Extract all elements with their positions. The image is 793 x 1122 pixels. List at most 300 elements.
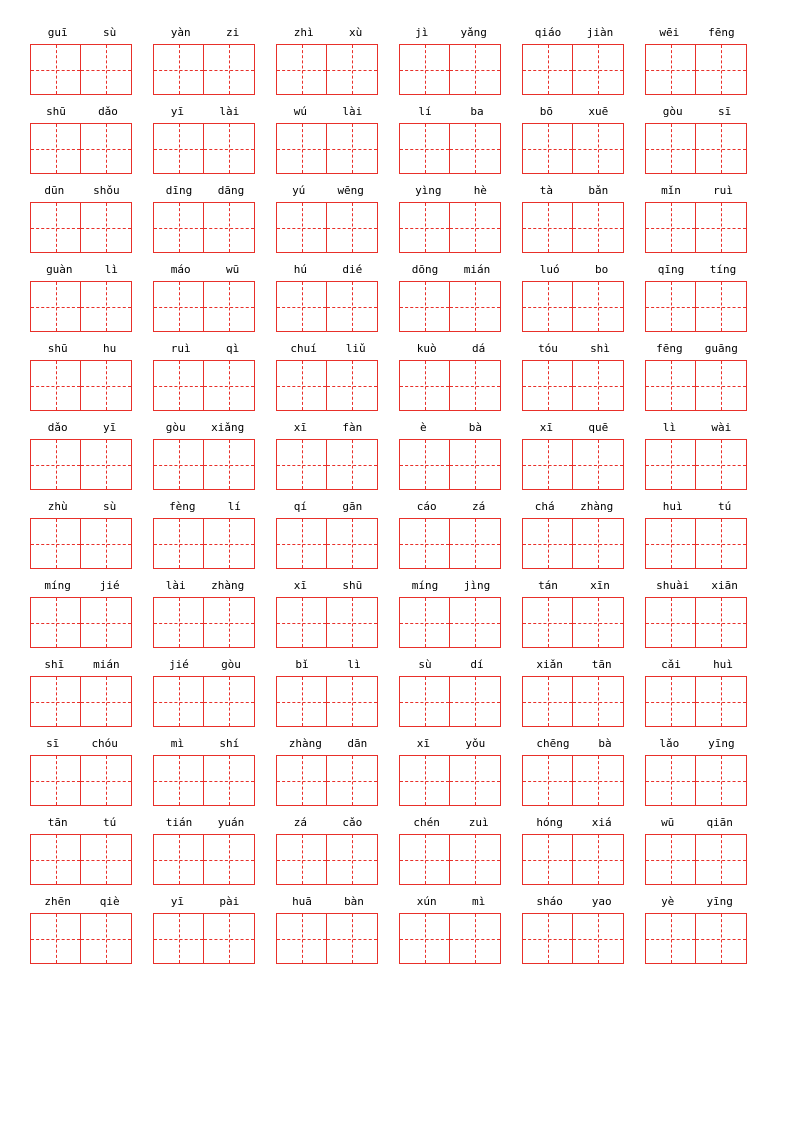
pinyin-syllable: ruì <box>713 184 733 197</box>
tianzige-box[interactable] <box>450 597 501 648</box>
tianzige-box[interactable] <box>81 360 132 411</box>
tianzige-box[interactable] <box>327 755 378 806</box>
tianzige-box[interactable] <box>276 360 327 411</box>
pinyin-syllable: sháo <box>536 895 563 908</box>
pinyin-syllable: guàn <box>46 263 73 276</box>
pinyin-syllable: shí <box>219 737 240 750</box>
pinyin-syllable: zuì <box>468 816 489 829</box>
pinyin-syllable: shì <box>590 342 610 355</box>
tianzige-box[interactable] <box>327 913 378 964</box>
pinyin-syllable: zá <box>472 500 486 513</box>
tianzige-box[interactable] <box>81 676 132 727</box>
pinyin-syllable: lí <box>418 105 432 118</box>
pinyin-label <box>522 737 626 751</box>
word-group <box>522 737 629 806</box>
tianzige-box[interactable] <box>204 360 255 411</box>
word-group <box>522 816 629 885</box>
pinyin-syllable: jì <box>415 26 429 39</box>
tianzige-box[interactable] <box>573 202 624 253</box>
word-group <box>399 579 506 648</box>
guide-horizontal-line <box>277 623 326 624</box>
tianzige-box[interactable] <box>153 360 204 411</box>
guide-horizontal-line <box>81 149 131 150</box>
character-boxes <box>645 44 747 95</box>
tianzige-box[interactable] <box>204 676 255 727</box>
tianzige-box[interactable] <box>696 202 747 253</box>
pinyin-syllable: qīng <box>657 263 685 276</box>
character-boxes <box>645 676 747 727</box>
character-boxes <box>276 439 378 490</box>
guide-horizontal-line <box>204 781 254 782</box>
tianzige-box[interactable] <box>399 44 450 95</box>
tianzige-box[interactable] <box>153 44 204 95</box>
guide-horizontal-line <box>327 386 377 387</box>
pinyin-label <box>522 579 626 593</box>
word-group <box>522 263 629 332</box>
guide-horizontal-line <box>450 860 500 861</box>
tianzige-box[interactable] <box>276 676 327 727</box>
pinyin-syllable: yìng <box>415 184 442 197</box>
word-group <box>645 263 752 332</box>
pinyin-syllable: gān <box>342 500 363 513</box>
word-group <box>153 737 260 806</box>
tianzige-box[interactable] <box>573 755 624 806</box>
tianzige-box[interactable] <box>696 676 747 727</box>
guide-horizontal-line <box>204 307 254 308</box>
tianzige-box[interactable] <box>30 518 81 569</box>
tianzige-box[interactable] <box>30 834 81 885</box>
tianzige-box[interactable] <box>696 360 747 411</box>
tianzige-box[interactable] <box>276 44 327 95</box>
tianzige-box[interactable] <box>204 123 255 174</box>
tianzige-box[interactable] <box>399 755 450 806</box>
pinyin-label <box>522 421 626 435</box>
tianzige-box[interactable] <box>450 834 501 885</box>
guide-horizontal-line <box>573 781 623 782</box>
guide-horizontal-line <box>31 939 80 940</box>
tianzige-box[interactable] <box>81 834 132 885</box>
guide-horizontal-line <box>646 70 695 71</box>
tianzige-box[interactable] <box>645 202 696 253</box>
tianzige-box[interactable] <box>573 281 624 332</box>
guide-horizontal-line <box>646 544 695 545</box>
tianzige-box[interactable] <box>645 755 696 806</box>
pinyin-syllable: sù <box>103 26 117 39</box>
character-boxes <box>645 518 747 569</box>
tianzige-box[interactable] <box>327 518 378 569</box>
tianzige-box[interactable] <box>153 755 204 806</box>
guide-horizontal-line <box>696 702 746 703</box>
tianzige-box[interactable] <box>30 676 81 727</box>
character-boxes <box>399 834 501 885</box>
character-boxes <box>399 360 501 411</box>
tianzige-box[interactable] <box>276 123 327 174</box>
tianzige-box[interactable] <box>327 360 378 411</box>
tianzige-box[interactable] <box>522 281 573 332</box>
pinyin-syllable: míng <box>411 579 439 592</box>
pinyin-syllable: dǎo <box>47 421 68 434</box>
pinyin-syllable: shū <box>342 579 363 592</box>
guide-horizontal-line <box>277 307 326 308</box>
tianzige-box[interactable] <box>399 202 450 253</box>
tianzige-box[interactable] <box>399 360 450 411</box>
tianzige-box[interactable] <box>276 439 327 490</box>
pinyin-syllable: yao <box>591 895 612 908</box>
tianzige-box[interactable] <box>696 755 747 806</box>
tianzige-box[interactable] <box>327 834 378 885</box>
word-group <box>30 737 137 806</box>
guide-horizontal-line <box>154 70 203 71</box>
pinyin-syllable: shū <box>46 105 66 118</box>
tianzige-box[interactable] <box>450 913 501 964</box>
guide-horizontal-line <box>523 228 572 229</box>
tianzige-box[interactable] <box>153 123 204 174</box>
tianzige-box[interactable] <box>522 597 573 648</box>
tianzige-box[interactable] <box>522 202 573 253</box>
guide-horizontal-line <box>696 149 746 150</box>
tianzige-box[interactable] <box>522 676 573 727</box>
pinyin-label <box>645 895 749 909</box>
tianzige-box[interactable] <box>153 202 204 253</box>
pinyin-syllable: bǎn <box>588 184 609 197</box>
tianzige-box[interactable] <box>450 281 501 332</box>
tianzige-box[interactable] <box>30 439 81 490</box>
tianzige-box[interactable] <box>30 202 81 253</box>
tianzige-box[interactable] <box>327 44 378 95</box>
character-boxes <box>522 44 624 95</box>
pinyin-syllable: jìng <box>463 579 491 592</box>
guide-horizontal-line <box>154 465 203 466</box>
pinyin-label <box>153 816 257 830</box>
guide-horizontal-line <box>523 544 572 545</box>
word-group <box>645 342 752 411</box>
tianzige-box[interactable] <box>399 123 450 174</box>
pinyin-label <box>276 105 380 119</box>
tianzige-box[interactable] <box>204 439 255 490</box>
tianzige-box[interactable] <box>450 360 501 411</box>
worksheet-row <box>30 421 763 490</box>
tianzige-box[interactable] <box>276 913 327 964</box>
guide-horizontal-line <box>154 860 203 861</box>
guide-horizontal-line <box>204 149 254 150</box>
tianzige-box[interactable] <box>645 518 696 569</box>
word-group <box>153 816 260 885</box>
tianzige-box[interactable] <box>645 913 696 964</box>
pinyin-syllable: zhàng <box>288 737 322 750</box>
tianzige-box[interactable] <box>30 913 81 964</box>
word-group <box>153 579 260 648</box>
guide-horizontal-line <box>573 544 623 545</box>
tianzige-box[interactable] <box>399 518 450 569</box>
tianzige-box[interactable] <box>573 913 624 964</box>
tianzige-box[interactable] <box>573 360 624 411</box>
character-boxes <box>30 913 132 964</box>
tianzige-box[interactable] <box>276 281 327 332</box>
pinyin-syllable: fēng <box>708 26 735 39</box>
pinyin-syllable: tú <box>103 816 117 829</box>
pinyin-syllable: bà <box>598 737 612 750</box>
pinyin-syllable: hu <box>103 342 117 355</box>
character-boxes <box>522 439 624 490</box>
guide-horizontal-line <box>277 939 326 940</box>
pinyin-syllable: tíng <box>709 263 737 276</box>
tianzige-box[interactable] <box>696 913 747 964</box>
tianzige-box[interactable] <box>645 834 696 885</box>
character-boxes <box>522 597 624 648</box>
tianzige-box[interactable] <box>81 202 132 253</box>
tianzige-box[interactable] <box>153 913 204 964</box>
pinyin-label <box>399 500 503 514</box>
pinyin-label <box>645 737 749 751</box>
worksheet-row <box>30 579 763 648</box>
tianzige-box[interactable] <box>645 123 696 174</box>
pinyin-label <box>276 342 380 356</box>
pinyin-label <box>276 184 380 198</box>
pinyin-syllable: sī <box>46 737 60 750</box>
tianzige-box[interactable] <box>645 360 696 411</box>
tianzige-box[interactable] <box>204 281 255 332</box>
tianzige-box[interactable] <box>522 360 573 411</box>
tianzige-box[interactable] <box>450 202 501 253</box>
tianzige-box[interactable] <box>522 834 573 885</box>
word-group <box>399 184 506 253</box>
tianzige-box[interactable] <box>399 597 450 648</box>
pinyin-syllable: wú <box>293 105 307 118</box>
character-boxes <box>276 518 378 569</box>
tianzige-box[interactable] <box>30 123 81 174</box>
tianzige-box[interactable] <box>573 834 624 885</box>
tianzige-box[interactable] <box>204 202 255 253</box>
tianzige-box[interactable] <box>450 518 501 569</box>
pinyin-syllable: cǎo <box>342 816 363 829</box>
pinyin-syllable: lì <box>347 658 361 671</box>
tianzige-box[interactable] <box>522 439 573 490</box>
tianzige-box[interactable] <box>399 676 450 727</box>
guide-horizontal-line <box>81 386 131 387</box>
character-boxes <box>645 281 747 332</box>
guide-horizontal-line <box>523 939 572 940</box>
tianzige-box[interactable] <box>399 913 450 964</box>
tianzige-box[interactable] <box>81 44 132 95</box>
tianzige-box[interactable] <box>522 44 573 95</box>
tianzige-box[interactable] <box>573 676 624 727</box>
pinyin-syllable: jiàn <box>586 26 614 39</box>
word-group <box>645 421 752 490</box>
guide-horizontal-line <box>327 70 377 71</box>
word-group <box>645 658 752 727</box>
tianzige-box[interactable] <box>522 755 573 806</box>
guide-horizontal-line <box>400 939 449 940</box>
pinyin-syllable: chuí <box>290 342 317 355</box>
tianzige-box[interactable] <box>153 518 204 569</box>
tianzige-box[interactable] <box>696 834 747 885</box>
tianzige-box[interactable] <box>204 913 255 964</box>
word-group <box>276 500 383 569</box>
tianzige-box[interactable] <box>81 439 132 490</box>
tianzige-box[interactable] <box>81 518 132 569</box>
tianzige-box[interactable] <box>399 834 450 885</box>
tianzige-box[interactable] <box>696 44 747 95</box>
pinyin-label <box>30 658 134 672</box>
tianzige-box[interactable] <box>696 597 747 648</box>
pinyin-label <box>153 658 257 672</box>
tianzige-box[interactable] <box>450 44 501 95</box>
tianzige-box[interactable] <box>399 281 450 332</box>
tianzige-box[interactable] <box>204 597 255 648</box>
tianzige-box[interactable] <box>327 123 378 174</box>
tianzige-box[interactable] <box>645 44 696 95</box>
pinyin-syllable: cǎi <box>661 658 681 671</box>
tianzige-box[interactable] <box>522 913 573 964</box>
word-group <box>522 26 629 95</box>
pinyin-syllable: yī <box>170 895 184 908</box>
guide-horizontal-line <box>523 149 572 150</box>
tianzige-box[interactable] <box>450 755 501 806</box>
pinyin-label <box>399 26 503 40</box>
tianzige-box[interactable] <box>450 123 501 174</box>
character-boxes <box>399 597 501 648</box>
worksheet-row <box>30 342 763 411</box>
word-group <box>153 263 260 332</box>
word-group <box>399 816 506 885</box>
tianzige-box[interactable] <box>522 518 573 569</box>
tianzige-box[interactable] <box>204 518 255 569</box>
tianzige-box[interactable] <box>204 755 255 806</box>
tianzige-box[interactable] <box>696 518 747 569</box>
word-group <box>153 184 260 253</box>
tianzige-box[interactable] <box>276 834 327 885</box>
pinyin-label <box>399 421 503 435</box>
pinyin-label <box>522 263 626 277</box>
character-boxes <box>153 518 255 569</box>
word-group <box>645 26 752 95</box>
guide-horizontal-line <box>31 781 80 782</box>
pinyin-label <box>645 816 749 830</box>
pinyin-label <box>30 342 134 356</box>
tianzige-box[interactable] <box>81 755 132 806</box>
tianzige-box[interactable] <box>450 439 501 490</box>
pinyin-syllable: xī <box>539 421 553 434</box>
tianzige-box[interactable] <box>81 597 132 648</box>
character-boxes <box>645 360 747 411</box>
character-boxes <box>153 755 255 806</box>
tianzige-box[interactable] <box>696 123 747 174</box>
tianzige-box[interactable] <box>696 439 747 490</box>
tianzige-box[interactable] <box>153 439 204 490</box>
character-boxes <box>399 913 501 964</box>
tianzige-box[interactable] <box>573 44 624 95</box>
tianzige-box[interactable] <box>81 913 132 964</box>
pinyin-syllable: quē <box>588 421 609 434</box>
tianzige-box[interactable] <box>153 676 204 727</box>
tianzige-box[interactable] <box>30 360 81 411</box>
pinyin-label <box>645 26 749 40</box>
tianzige-box[interactable] <box>645 676 696 727</box>
tianzige-box[interactable] <box>276 755 327 806</box>
tianzige-box[interactable] <box>81 123 132 174</box>
guide-horizontal-line <box>646 228 695 229</box>
pinyin-syllable: fàn <box>342 421 363 434</box>
tianzige-box[interactable] <box>204 834 255 885</box>
pinyin-syllable: guī <box>47 26 68 39</box>
tianzige-box[interactable] <box>645 439 696 490</box>
tianzige-box[interactable] <box>645 281 696 332</box>
pinyin-syllable: xiān <box>711 579 738 592</box>
pinyin-label <box>276 26 380 40</box>
character-boxes <box>153 44 255 95</box>
character-boxes <box>522 834 624 885</box>
character-boxes <box>276 676 378 727</box>
tianzige-box[interactable] <box>327 597 378 648</box>
character-boxes <box>153 913 255 964</box>
word-group <box>276 421 383 490</box>
tianzige-box[interactable] <box>30 281 81 332</box>
tianzige-box[interactable] <box>30 44 81 95</box>
guide-horizontal-line <box>450 702 500 703</box>
worksheet-row <box>30 500 763 569</box>
tianzige-box[interactable] <box>30 597 81 648</box>
tianzige-box[interactable] <box>204 44 255 95</box>
tianzige-box[interactable] <box>327 676 378 727</box>
tianzige-box[interactable] <box>276 597 327 648</box>
guide-horizontal-line <box>646 465 695 466</box>
tianzige-box[interactable] <box>573 439 624 490</box>
tianzige-box[interactable] <box>81 281 132 332</box>
tianzige-box[interactable] <box>573 518 624 569</box>
tianzige-box[interactable] <box>153 281 204 332</box>
word-group <box>399 26 506 95</box>
pinyin-syllable: yī <box>170 105 184 118</box>
guide-horizontal-line <box>31 149 80 150</box>
tianzige-box[interactable] <box>276 202 327 253</box>
tianzige-box[interactable] <box>696 281 747 332</box>
pinyin-syllable: bàn <box>344 895 364 908</box>
tianzige-box[interactable] <box>327 439 378 490</box>
tianzige-box[interactable] <box>327 281 378 332</box>
worksheet-row <box>30 895 763 964</box>
tianzige-box[interactable] <box>327 202 378 253</box>
guide-horizontal-line <box>573 228 623 229</box>
pinyin-syllable: zhù <box>47 500 68 513</box>
guide-horizontal-line <box>400 702 449 703</box>
tianzige-box[interactable] <box>153 597 204 648</box>
tianzige-box[interactable] <box>573 597 624 648</box>
tianzige-box[interactable] <box>276 518 327 569</box>
character-boxes <box>153 281 255 332</box>
worksheet-rows <box>30 26 763 964</box>
character-boxes <box>399 123 501 174</box>
guide-horizontal-line <box>31 544 80 545</box>
word-group <box>276 895 383 964</box>
tianzige-box[interactable] <box>573 123 624 174</box>
tianzige-box[interactable] <box>450 676 501 727</box>
tianzige-box[interactable] <box>30 755 81 806</box>
character-boxes <box>522 913 624 964</box>
guide-horizontal-line <box>277 70 326 71</box>
character-boxes <box>276 44 378 95</box>
word-group <box>30 816 137 885</box>
character-boxes <box>30 834 132 885</box>
character-boxes <box>645 834 747 885</box>
tianzige-box[interactable] <box>153 834 204 885</box>
tianzige-box[interactable] <box>645 597 696 648</box>
word-group <box>30 184 137 253</box>
guide-horizontal-line <box>81 70 131 71</box>
tianzige-box[interactable] <box>522 123 573 174</box>
word-group <box>645 105 752 174</box>
guide-horizontal-line <box>327 544 377 545</box>
tianzige-box[interactable] <box>399 439 450 490</box>
